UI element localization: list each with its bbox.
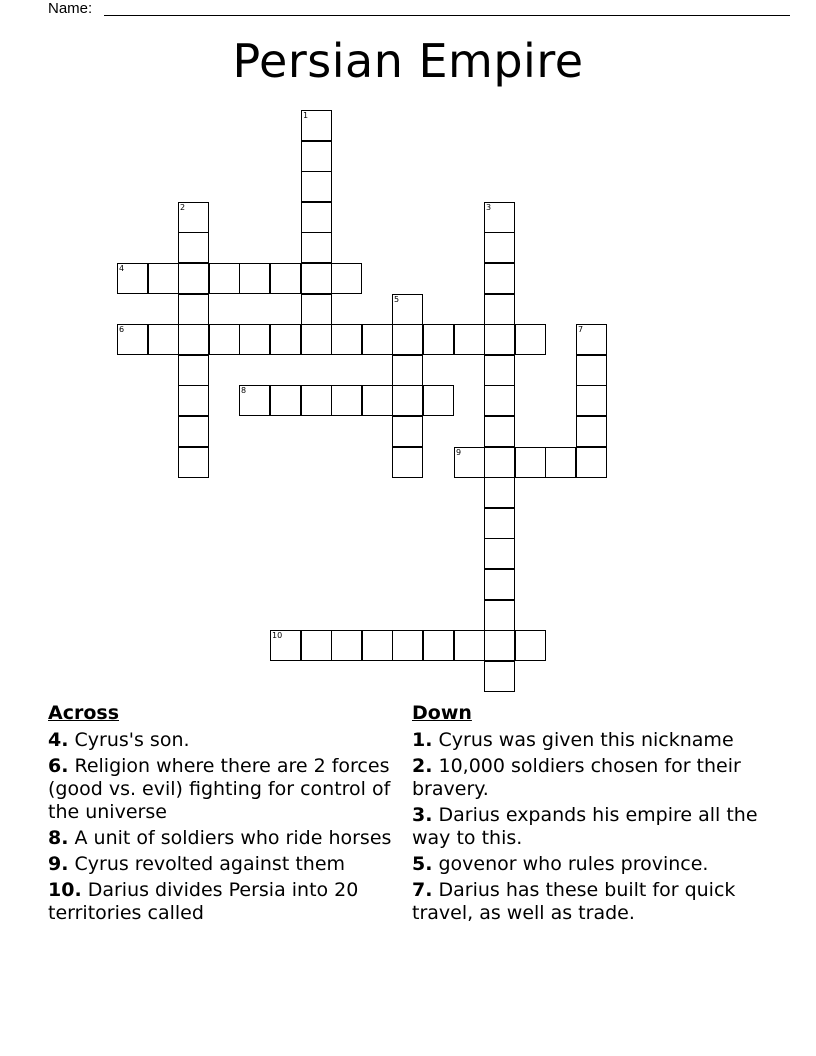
grid-cell[interactable] <box>117 324 148 355</box>
name-label: Name: <box>48 0 93 17</box>
down-clue-list <box>412 729 764 925</box>
grid-cell[interactable] <box>484 232 515 263</box>
clue-number: 1 <box>303 111 309 120</box>
grid-cell[interactable] <box>454 447 485 478</box>
clue-text: 10,000 soldiers chosen for their bravery. <box>412 755 741 800</box>
clue-number: 8. <box>48 827 69 849</box>
across-clue <box>48 755 400 824</box>
grid-cell[interactable] <box>331 630 362 661</box>
across-clue <box>48 879 400 925</box>
clue-text: Cyrus was given this nickname <box>432 729 734 751</box>
grid-cell[interactable] <box>270 324 301 355</box>
grid-cell[interactable] <box>392 447 423 478</box>
clue-number: 8 <box>241 386 247 395</box>
grid-cell[interactable] <box>209 263 240 294</box>
grid-cell[interactable] <box>301 294 332 325</box>
grid-cell[interactable] <box>331 263 362 294</box>
grid-cell[interactable] <box>301 202 332 233</box>
down-clues <box>412 702 764 928</box>
clue-number: 1. <box>412 729 433 751</box>
clue-number: 5. <box>412 853 433 875</box>
down-clue <box>412 879 764 925</box>
grid-cell[interactable] <box>576 324 607 355</box>
grid-cell[interactable] <box>362 385 393 416</box>
grid-cell[interactable] <box>362 630 393 661</box>
grid-cell[interactable] <box>484 477 515 508</box>
grid-cell[interactable] <box>301 141 332 172</box>
clue-text: A unit of soldiers who ride horses <box>68 827 392 849</box>
grid-cell[interactable] <box>178 294 209 325</box>
clue-number: 2 <box>180 203 186 212</box>
grid-cell[interactable] <box>515 324 546 355</box>
clue-number: 4 <box>119 264 125 273</box>
clue-text: Darius expands his empire all the way to this. <box>412 804 758 849</box>
grid-cell[interactable] <box>301 110 332 141</box>
grid-cell[interactable] <box>178 232 209 263</box>
grid-cell[interactable] <box>362 324 393 355</box>
grid-cell[interactable] <box>270 385 301 416</box>
grid-cell[interactable] <box>484 324 515 355</box>
clue-text: Darius has these built for quick travel, as well as trade. <box>412 879 736 924</box>
grid-cell[interactable] <box>515 630 546 661</box>
grid-cell[interactable] <box>270 630 301 661</box>
grid-cell[interactable] <box>484 661 515 692</box>
grid-cell[interactable] <box>484 508 515 539</box>
grid-cell[interactable] <box>576 416 607 447</box>
clue-text: Cyrus's son. <box>68 729 190 751</box>
grid-cell[interactable] <box>576 447 607 478</box>
grid-cell[interactable] <box>301 171 332 202</box>
clue-number: 9 <box>456 448 462 457</box>
across-clue <box>48 827 400 850</box>
grid-cell[interactable] <box>148 324 179 355</box>
grid-cell[interactable] <box>239 324 270 355</box>
grid-cell[interactable] <box>392 355 423 386</box>
grid-cell[interactable] <box>178 447 209 478</box>
grid-cell[interactable] <box>484 569 515 600</box>
grid-cell[interactable] <box>148 263 179 294</box>
clue-number: 10 <box>272 631 283 640</box>
grid-cell[interactable] <box>178 324 209 355</box>
grid-cell[interactable] <box>178 202 209 233</box>
across-clue-list <box>48 729 400 925</box>
grid-cell[interactable] <box>484 630 515 661</box>
page-title: Persian Empire <box>232 34 584 88</box>
grid-cell[interactable] <box>392 324 423 355</box>
clue-number: 5 <box>394 295 400 304</box>
grid-cell[interactable] <box>423 385 454 416</box>
down-clue <box>412 755 764 801</box>
grid-cell[interactable] <box>209 324 240 355</box>
grid-cell[interactable] <box>117 263 148 294</box>
grid-cell[interactable] <box>454 630 485 661</box>
grid-cell[interactable] <box>178 263 209 294</box>
grid-cell[interactable] <box>331 324 362 355</box>
down-clue <box>412 729 764 752</box>
clue-number: 2. <box>412 755 433 777</box>
clue-text: Religion where there are 2 forces (good vs. evil) fighting for control of the universe <box>48 755 391 823</box>
grid-cell[interactable] <box>484 538 515 569</box>
grid-cell[interactable] <box>484 263 515 294</box>
grid-cell[interactable] <box>301 385 332 416</box>
clue-number: 6. <box>48 755 69 777</box>
clue-number: 4. <box>48 729 69 751</box>
grid-cell[interactable] <box>392 630 423 661</box>
clue-text: Darius divides Persia into 20 territories called <box>48 879 359 924</box>
clue-number: 3 <box>486 203 492 212</box>
grid-cell[interactable] <box>484 416 515 447</box>
across-heading: Across <box>48 702 120 724</box>
grid-cell[interactable] <box>239 263 270 294</box>
grid-cell[interactable] <box>392 385 423 416</box>
grid-cell[interactable] <box>178 385 209 416</box>
clue-number: 9. <box>48 853 69 875</box>
grid-cell[interactable] <box>301 324 332 355</box>
grid-cell[interactable] <box>392 294 423 325</box>
grid-cell[interactable] <box>576 385 607 416</box>
grid-cell[interactable] <box>239 385 270 416</box>
grid-cell[interactable] <box>454 324 485 355</box>
grid-cell[interactable] <box>301 263 332 294</box>
grid-cell[interactable] <box>301 630 332 661</box>
grid-cell[interactable] <box>484 294 515 325</box>
across-clues <box>48 702 400 928</box>
grid-cell[interactable] <box>392 416 423 447</box>
grid-cell[interactable] <box>484 447 515 478</box>
down-clue <box>412 853 764 876</box>
grid-cell[interactable] <box>545 447 576 478</box>
grid-cell[interactable] <box>484 355 515 386</box>
grid-cell[interactable] <box>484 202 515 233</box>
clue-number: 7 <box>578 325 584 334</box>
grid-cell[interactable] <box>331 385 362 416</box>
clue-number: 3. <box>412 804 433 826</box>
clue-text: Cyrus revolted against them <box>68 853 346 875</box>
grid-cell[interactable] <box>178 355 209 386</box>
grid-cell[interactable] <box>301 232 332 263</box>
clue-number: 10. <box>48 879 82 901</box>
clue-number: 6 <box>119 325 125 334</box>
grid-cell[interactable] <box>423 630 454 661</box>
clue-text: govenor who rules province. <box>432 853 709 875</box>
across-clue <box>48 853 400 876</box>
grid-cell[interactable] <box>515 447 546 478</box>
grid-cell[interactable] <box>484 600 515 631</box>
grid-cell[interactable] <box>270 263 301 294</box>
grid-cell[interactable] <box>423 324 454 355</box>
across-clue <box>48 729 400 752</box>
down-heading: Down <box>412 702 472 724</box>
grid-cell[interactable] <box>178 416 209 447</box>
grid-cell[interactable] <box>484 385 515 416</box>
down-clue <box>412 804 764 850</box>
grid-cell[interactable] <box>576 355 607 386</box>
clue-number: 7. <box>412 879 433 901</box>
